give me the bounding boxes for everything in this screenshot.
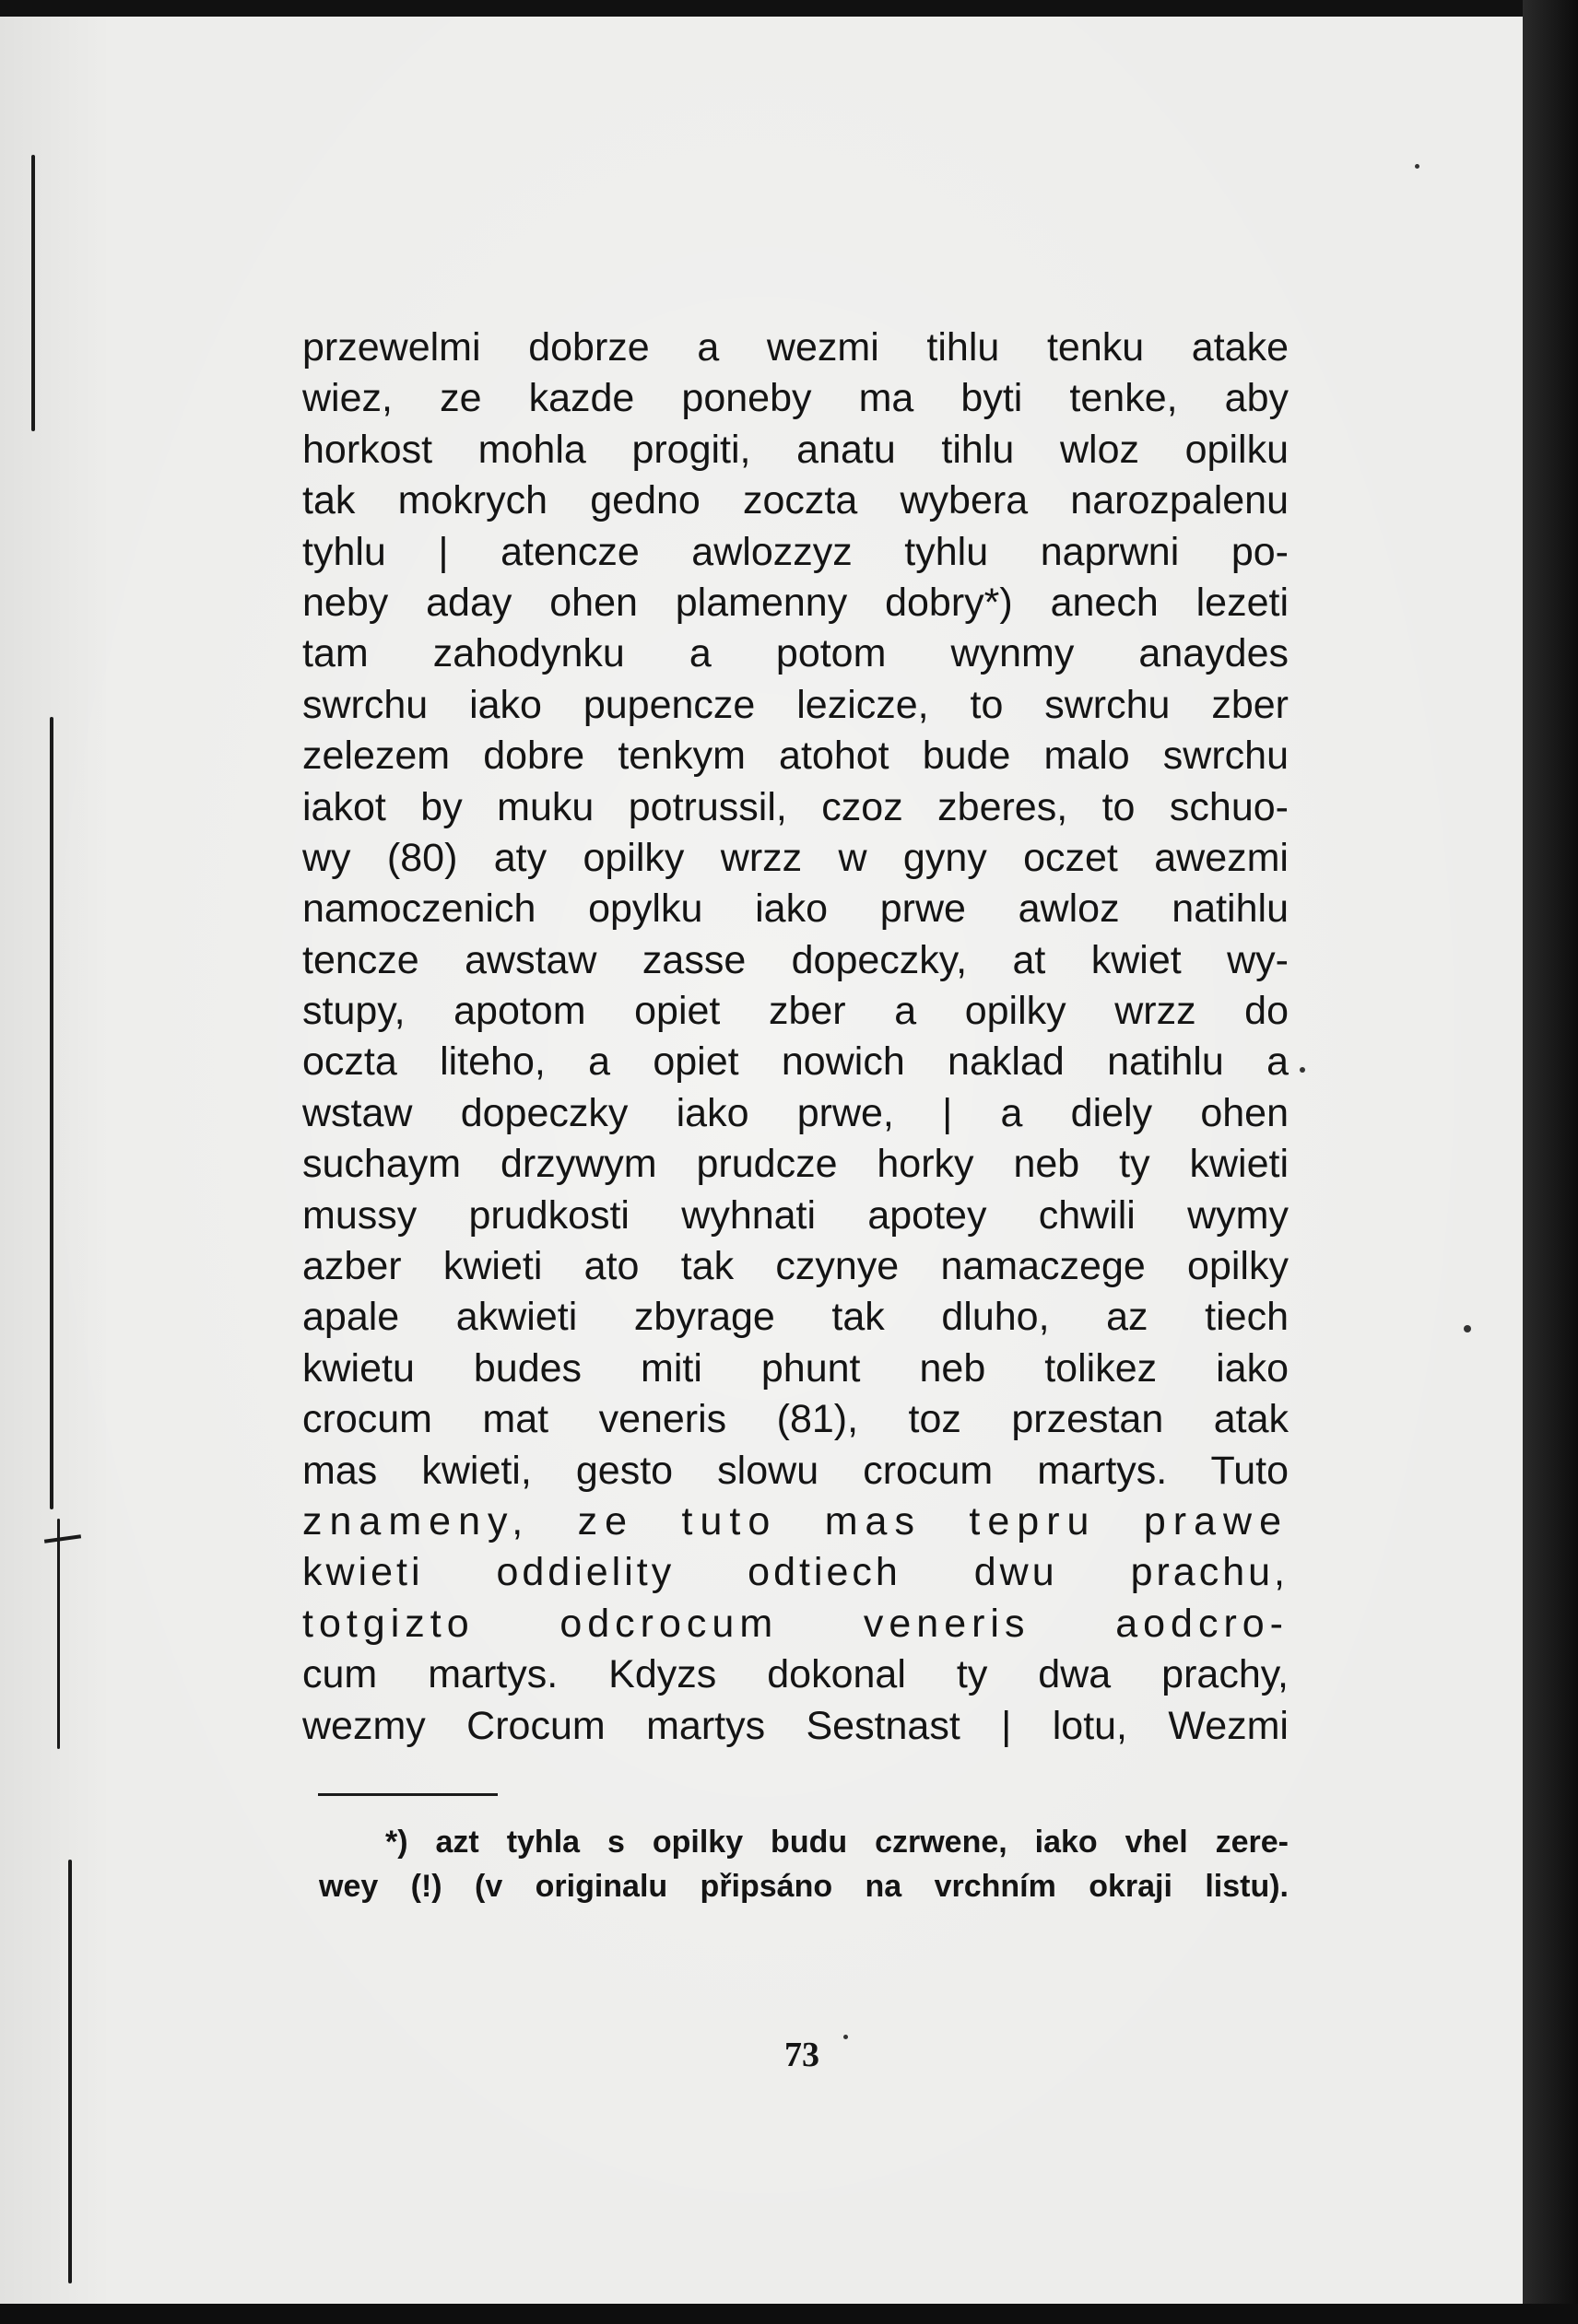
text-line: tak mokrych gedno zoczta wybera narozpalenu <box>302 478 1289 523</box>
footnote-separator <box>318 1793 498 1796</box>
page-edge-shadow <box>1523 0 1578 2324</box>
footnote-line: wey (!) (v originalu připsáno na vrchním okraji listu). <box>319 1869 1289 1904</box>
text-line: horkost mohla progiti, anatu tihlu wloz opilku <box>302 427 1289 472</box>
text-line: namoczenich opylku iako prwe awloz natihlu <box>302 886 1289 932</box>
binding-edge-mark <box>68 1860 72 2283</box>
text-line: zelezem dobre tenkym atohot bude malo swrchu <box>302 734 1289 779</box>
text-line: iakot by muku potrussil, czoz zberes, to schuo- <box>302 784 1289 829</box>
page-number: 73 <box>784 2036 819 2074</box>
text-line: przewelmi dobrze a wezmi tihlu tenku atake <box>302 325 1289 370</box>
text-line: wstaw dopeczky iako prwe, | a diely ohen <box>302 1090 1289 1135</box>
text-line: wy (80) aty opilky wrzz w gyny oczet awezmi <box>302 835 1289 880</box>
text-line: cum martys. Kdyzs dokonal ty dwa prachy, <box>302 1652 1289 1697</box>
text-line: swrchu iako pupencze lezicze, to swrchu zber <box>302 682 1289 727</box>
text-line: oczta liteho, a opiet nowich naklad natihlu a <box>302 1039 1289 1085</box>
text-line: kwietu budes miti phunt neb tolikez iako <box>302 1345 1289 1391</box>
text-line: tencze awstaw zasse dopeczky, at kwiet wy- <box>302 937 1289 982</box>
text-line: apale akwieti zbyrage tak dluho, az tiech <box>302 1295 1289 1340</box>
footnote <box>319 1820 1289 1908</box>
body-text <box>302 323 1289 1752</box>
binding-edge-mark <box>57 1519 60 1749</box>
binding-edge-mark <box>50 717 53 1509</box>
paper-speck <box>1415 164 1419 169</box>
text-line: mas kwieti, gesto slowu crocum martys. Tuto <box>302 1448 1289 1493</box>
text-line: tyhlu | atencze awlozzyz tyhlu naprwni po- <box>302 529 1289 574</box>
footnote-line: *) azt tyhla s opilky budu czrwene, iako vhel zere- <box>385 1825 1289 1860</box>
binding-edge-mark <box>31 155 35 431</box>
text-line: stupy, apotom opiet zber a opilky wrzz do <box>302 989 1289 1034</box>
text-line: tam zahodynku a potom wynmy anaydes <box>302 631 1289 676</box>
binding-tick-mark <box>44 1534 81 1543</box>
text-line: suchaym drzywym prudcze horky neb ty kwieti <box>302 1142 1289 1187</box>
paper-speck <box>1464 1325 1471 1332</box>
text-line: crocum mat veneris (81), toz przestan atak <box>302 1397 1289 1442</box>
text-line: azber kwieti ato tak czynye namaczege opilky <box>302 1244 1289 1289</box>
text-line: neby aday ohen plamenny dobry*) anech lezeti <box>302 580 1289 625</box>
paper-speck <box>1300 1067 1305 1073</box>
text-line: mussy prudkosti wyhnati apotey chwili wymy <box>302 1192 1289 1238</box>
text-line: wezmy Crocum martys Sestnast | lotu, Wezmi <box>302 1703 1289 1748</box>
page-bottom-shadow <box>0 2304 1578 2324</box>
text-line: kwieti oddielity odtiech dwu prachu, <box>302 1550 1289 1595</box>
text-line: znameny, ze tuto mas tepru prawe <box>302 1498 1289 1543</box>
text-line: wiez, ze kazde poneby ma byti tenke, aby <box>302 376 1289 421</box>
text-line: totgizto odcrocum veneris aodcro- <box>302 1601 1289 1646</box>
